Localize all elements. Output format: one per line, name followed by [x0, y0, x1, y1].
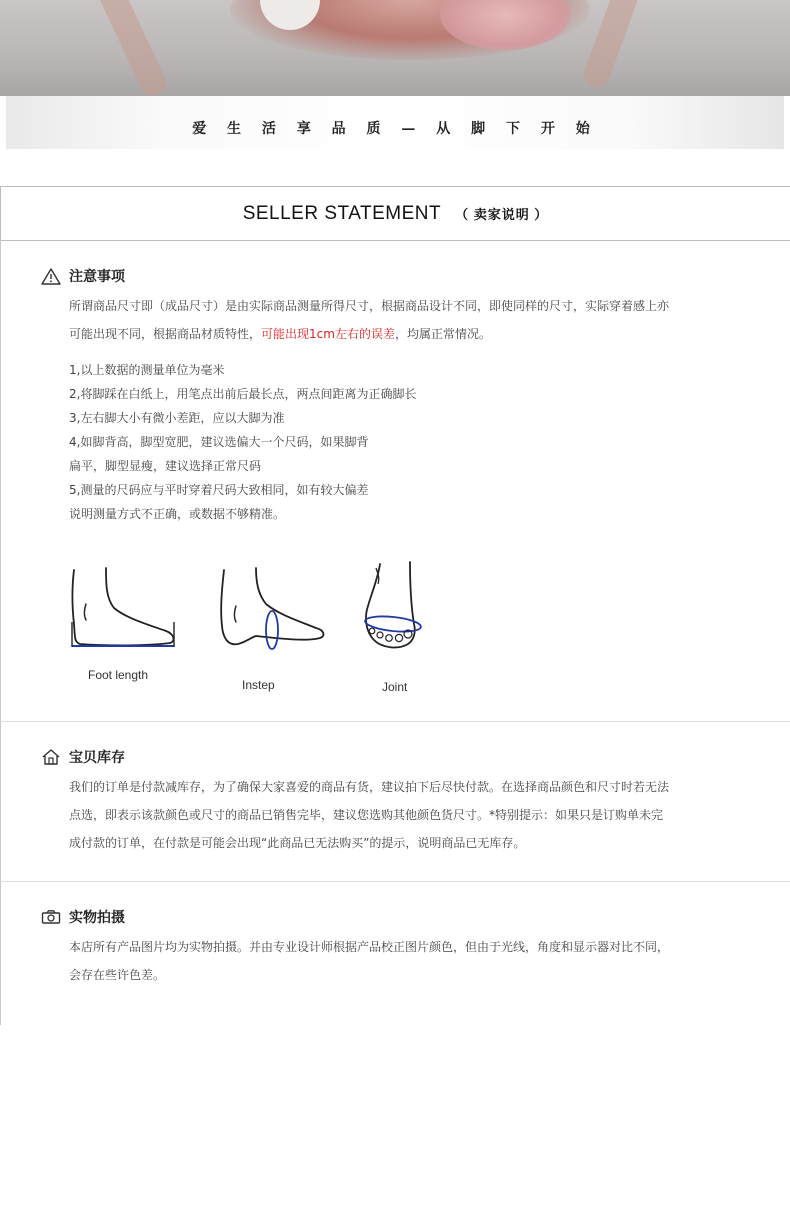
- notice-text-highlight: 可能出现1cm左右的误差: [261, 327, 395, 341]
- photo-heading: [41, 907, 125, 927]
- seller-statement-title-en: SELLER STATEMENT: [242, 203, 442, 224]
- notice-heading: [41, 266, 125, 286]
- list-item: 2,将脚踩在白纸上，用笔点出前后最长点，两点间距离为正确脚长: [69, 387, 417, 401]
- photo-text: 本店所有产品图片均为实物拍摄。并由专业设计师根据产品校正图片颜色，但由于光线，角度和显示器对比不同，会存在些许色差。: [69, 940, 670, 982]
- stock-heading: [41, 747, 125, 767]
- photo-title: 实物拍摄: [69, 910, 125, 926]
- foot-length-diagram: [66, 566, 178, 652]
- house-icon: [41, 748, 61, 766]
- instep-diagram: [216, 566, 328, 652]
- divider: [0, 721, 790, 722]
- joint-label: Joint: [382, 680, 408, 694]
- foot-length-label: Foot length: [88, 668, 149, 682]
- instep-label: Instep: [242, 678, 275, 692]
- notice-text-a: 所谓商品尺寸即（成品尺寸）是由实际商品测量所得尺寸，根据商品设计不同，即使同样的尺寸，实际穿着感上亦可能出现不同，根据商品材质特性，: [69, 299, 670, 341]
- list-item: 扁平，脚型显瘦，建议选择正常尺码: [69, 459, 262, 473]
- list-item: 1,以上数据的测量单位为毫米: [69, 363, 225, 377]
- list-item: 说明测量方式不正确，或数据不够精准。: [69, 507, 286, 521]
- seller-statement-header: [0, 186, 790, 241]
- measure-instructions: [69, 358, 416, 526]
- list-item: 4,如脚背高，脚型宽肥，建议选偏大一个尺码，如果脚背: [69, 435, 369, 449]
- notice-paragraph: [69, 292, 669, 348]
- warning-icon: [41, 268, 61, 285]
- seller-statement-title: [1, 203, 790, 225]
- stock-title: 宝贝库存: [69, 750, 125, 766]
- slogan-banner: [6, 96, 784, 149]
- stock-text: 我们的订单是付款减库存，为了确保大家喜爱的商品有货，建议拍下后尽快付款。在选择商品颜色和尺寸时若无法点选，即表示该款颜色或尺寸的商品已销售完毕，建议您选购其他颜色货尺寸。*特别提示：如果只是订购单未完成付款的订单，在付款是可能会出现“此商品已无法购买”的提示，说明商品已无库存。: [69, 780, 670, 850]
- camera-icon: [41, 909, 61, 925]
- seller-statement-title-cn: （ 卖家说明 ）: [455, 207, 549, 222]
- list-item: 3,左右脚大小有微小差距，应以大脚为准: [69, 411, 285, 425]
- notice-title: 注意事项: [69, 269, 125, 285]
- slogan-text: 爱 生 活 享 品 质 — 从 脚 下 开 始: [192, 121, 598, 137]
- list-item: 5,测量的尺码应与平时穿着尺码大致相同，如有较大偏差: [69, 483, 369, 497]
- joint-diagram: [358, 558, 428, 658]
- notice-text-b: ，均属正常情况。: [394, 327, 491, 341]
- product-photo: [0, 0, 790, 96]
- divider: [0, 881, 790, 882]
- content-left-border: [0, 240, 1, 1025]
